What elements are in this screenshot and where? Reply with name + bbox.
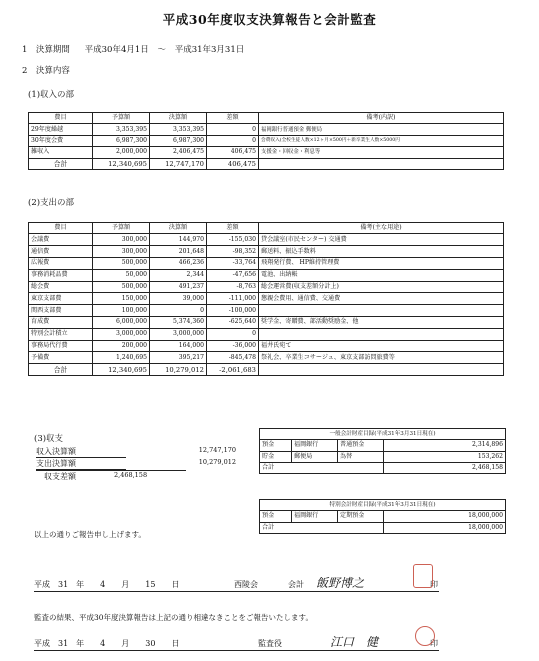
table-cell: 3,353,395	[150, 124, 207, 135]
table-cell: 電池、出納帳	[259, 269, 504, 281]
balance-row-label: 収支差額	[44, 472, 76, 481]
table-cell: 郵便局	[292, 451, 338, 462]
table-cell: 貯金	[260, 451, 292, 462]
header-cell: 差額	[207, 113, 259, 124]
balance-row-value: 12,747,170	[198, 446, 236, 454]
seal-mark: 印	[430, 580, 438, 589]
table-cell: 18,000,000	[384, 522, 506, 533]
section-period-label: 1 決算期間	[22, 45, 70, 55]
table-cell: 153,262	[384, 451, 506, 462]
seal-mark: 印	[430, 639, 438, 648]
header-cell: 予算額	[93, 223, 150, 234]
table-cell: 164,000	[150, 340, 207, 352]
table-cell: 通信費	[29, 246, 93, 258]
table-row	[260, 451, 506, 462]
table-cell: 預金	[260, 511, 292, 522]
table-cell: 12,340,695	[93, 364, 150, 376]
table-row	[29, 305, 504, 317]
auditor-signature-line	[34, 635, 439, 651]
table-cell: 福岡銀行	[292, 440, 338, 451]
income-label: (1)収入の部	[28, 90, 75, 100]
header-cell: 費目	[29, 223, 93, 234]
table-cell: 3,353,395	[93, 124, 150, 135]
income-total-row	[29, 158, 504, 169]
table-cell: 300,000	[93, 234, 150, 246]
income-table	[28, 112, 504, 170]
table-cell: 貸会議室(市民センター) 交通費	[259, 234, 504, 246]
table-cell: 300,000	[93, 246, 150, 258]
table-cell: 39,000	[150, 293, 207, 305]
header-cell: 決算額	[150, 223, 207, 234]
section-content-label: 2 決算内容	[22, 66, 70, 76]
table-cell: 合計	[260, 462, 384, 473]
table-cell: 合計	[29, 158, 93, 169]
general-account-table	[259, 428, 506, 474]
period-tilde: 〜	[157, 45, 166, 55]
header-cell: 予算額	[93, 113, 150, 124]
table-cell: 6,987,300	[150, 135, 207, 146]
table-cell	[259, 328, 504, 340]
table-cell: -111,000	[207, 293, 259, 305]
signature-role: 監査役	[258, 639, 282, 648]
seal-stamp-icon	[415, 626, 435, 646]
table-cell: 東京支部費	[29, 293, 93, 305]
table-cell: 406,475	[207, 158, 259, 169]
table-cell: 2,344	[150, 269, 207, 281]
table-cell: 予備費	[29, 352, 93, 364]
table-cell: 福岡銀行	[292, 511, 338, 522]
table-cell: 6,000,000	[93, 316, 150, 328]
table-cell: 1,240,695	[93, 352, 150, 364]
table-row	[29, 352, 504, 364]
table-cell: -36,000	[207, 340, 259, 352]
table-cell: 奨学金、寄贈費、部活動奨励金、他	[259, 316, 504, 328]
table-cell: 福岡銀行普通預金 郵便局	[259, 124, 504, 135]
table-cell: 3,000,000	[150, 328, 207, 340]
table-cell: 為替	[338, 451, 384, 462]
general-account-heading: 一般会計財産目録(平成31年3月31日現在)	[260, 429, 506, 440]
table-cell: 預金	[260, 440, 292, 451]
header-cell: 費目	[29, 113, 93, 124]
table-cell: 0	[207, 135, 259, 146]
table-cell: 2,468,158	[384, 462, 506, 473]
accountant-signature-line	[34, 576, 439, 592]
table-cell	[259, 158, 504, 169]
table-cell: -100,000	[207, 305, 259, 317]
table-row	[29, 234, 504, 246]
table-cell	[259, 305, 504, 317]
table-cell: 395,217	[150, 352, 207, 364]
table-cell: 事務局代行費	[29, 340, 93, 352]
table-cell: 30年度会費	[29, 135, 93, 146]
table-row	[29, 340, 504, 352]
period-from: 平成30年4月1日	[84, 45, 149, 55]
table-cell: 201,648	[150, 246, 207, 258]
table-cell: 普通預金	[338, 440, 384, 451]
table-cell: 50,000	[93, 269, 150, 281]
balance-row	[36, 458, 236, 470]
table-cell: -845,478	[207, 352, 259, 364]
header-cell: 決算額	[150, 113, 207, 124]
table-row	[29, 257, 504, 269]
special-account-heading: 特別会計財産目録(平成31年3月31日現在)	[260, 500, 506, 511]
table-cell: 12,747,170	[150, 158, 207, 169]
table-cell: 491,237	[150, 281, 207, 293]
table-cell: 広報費	[29, 257, 93, 269]
table-cell: 500,000	[93, 257, 150, 269]
table-cell: 福井氏宛て	[259, 340, 504, 352]
expense-label: (2)支出の部	[28, 198, 75, 208]
table-cell: 6,987,300	[93, 135, 150, 146]
table-cell: 0	[150, 305, 207, 317]
balance-row-value: 2,468,158	[114, 471, 148, 479]
balance-summary	[36, 446, 236, 483]
table-cell: 2,406,475	[150, 147, 207, 158]
section-period	[22, 43, 244, 55]
table-cell: 200,000	[93, 340, 150, 352]
table-cell: 18,000,000	[384, 511, 506, 522]
header-cell: 差額	[207, 223, 259, 234]
table-cell: 会費収入(全校生徒人数×12ヶ月×500円＋新卒業生人数×5000円	[259, 135, 504, 146]
table-row	[260, 462, 506, 473]
table-cell: 祭礼会、卒業生コサージュ、東京支部訪問旅費等	[259, 352, 504, 364]
table-cell	[259, 364, 504, 376]
table-cell: 定期預金	[338, 511, 384, 522]
signature-date: 平成 31 年 4 月 30 日	[34, 639, 180, 648]
table-cell: 12,340,695	[93, 158, 150, 169]
signature-org: 西陵会	[234, 580, 258, 589]
table-cell: 29年度繰越	[29, 124, 93, 135]
balance-row-label: 支出決算額	[36, 458, 126, 470]
table-cell: 育成費	[29, 316, 93, 328]
seal-stamp-icon	[413, 564, 433, 588]
balance-row-value: 10,279,012	[198, 458, 236, 466]
expense-header-row	[29, 223, 504, 234]
income-header-row	[29, 113, 504, 124]
expense-total-row	[29, 364, 504, 376]
table-cell: 0	[207, 124, 259, 135]
table-cell: 合計	[260, 522, 384, 533]
signature-date: 平成 31 年 4 月 15 日	[34, 580, 180, 589]
table-row	[29, 316, 504, 328]
table-cell: -98,352	[207, 246, 259, 258]
table-cell: 懇親会費用、通信費、交通費	[259, 293, 504, 305]
table-cell: 150,000	[93, 293, 150, 305]
table-row	[260, 440, 506, 451]
table-cell: 総会運営費(収支差額分計上)	[259, 281, 504, 293]
signature-role: 会計	[288, 580, 304, 589]
balance-row	[36, 470, 186, 483]
handwritten-signature: 江口 健	[330, 635, 379, 649]
table-cell: 3,000,000	[93, 328, 150, 340]
expense-table	[28, 222, 504, 376]
table-row	[29, 281, 504, 293]
table-cell: 支援金・回収金・利息等	[259, 147, 504, 158]
table-cell: -47,656	[207, 269, 259, 281]
period-to: 平成31年3月31日	[174, 45, 245, 55]
table-cell: 関西支部費	[29, 305, 93, 317]
table-cell: 合計	[29, 364, 93, 376]
header-cell: 備考(内訳)	[259, 113, 504, 124]
table-row	[29, 328, 504, 340]
table-cell: 500,000	[93, 281, 150, 293]
table-cell: 特別会計積立	[29, 328, 93, 340]
table-cell: 飛翔発行費、 HP維持管理費	[259, 257, 504, 269]
table-row	[260, 511, 506, 522]
table-cell: 事務消耗品費	[29, 269, 93, 281]
table-cell: 406,475	[207, 147, 259, 158]
table-cell: 0	[207, 328, 259, 340]
table-cell: 10,279,012	[150, 364, 207, 376]
report-text: 以上の通りご報告申し上げます。	[34, 530, 146, 539]
table-cell: -33,764	[207, 257, 259, 269]
table-row	[29, 124, 504, 135]
table-cell: 総会費	[29, 281, 93, 293]
page-title: 平成30年度収支決算報告と会計監査	[162, 12, 377, 27]
table-cell: 2,314,896	[384, 440, 506, 451]
table-cell: 100,000	[93, 305, 150, 317]
table-row	[29, 135, 504, 146]
balance-row-label: 収入決算額	[36, 446, 126, 458]
balance-row	[36, 446, 236, 458]
table-cell: 雑収入	[29, 147, 93, 158]
table-cell: 144,970	[150, 234, 207, 246]
balance-label: (3)収支	[34, 434, 64, 444]
handwritten-signature: 飯野博之	[316, 576, 365, 590]
table-row	[29, 269, 504, 281]
special-account-table	[259, 499, 506, 534]
table-cell: 5,374,360	[150, 316, 207, 328]
table-cell: -8,763	[207, 281, 259, 293]
table-row	[29, 293, 504, 305]
table-cell: 2,000,000	[93, 147, 150, 158]
header-cell: 備考(主な用途)	[259, 223, 504, 234]
table-row	[29, 246, 504, 258]
table-cell: -155,030	[207, 234, 259, 246]
table-cell: 郵送料、振込手数料	[259, 246, 504, 258]
table-cell: 会議費	[29, 234, 93, 246]
table-cell: -2,061,683	[207, 364, 259, 376]
table-row	[29, 147, 504, 158]
table-row	[260, 522, 506, 533]
audit-text: 監査の結果、平成30年度決算報告は上記の通り相違なきことをご報告いたします。	[34, 613, 313, 622]
table-cell: -625,640	[207, 316, 259, 328]
table-cell: 466,236	[150, 257, 207, 269]
